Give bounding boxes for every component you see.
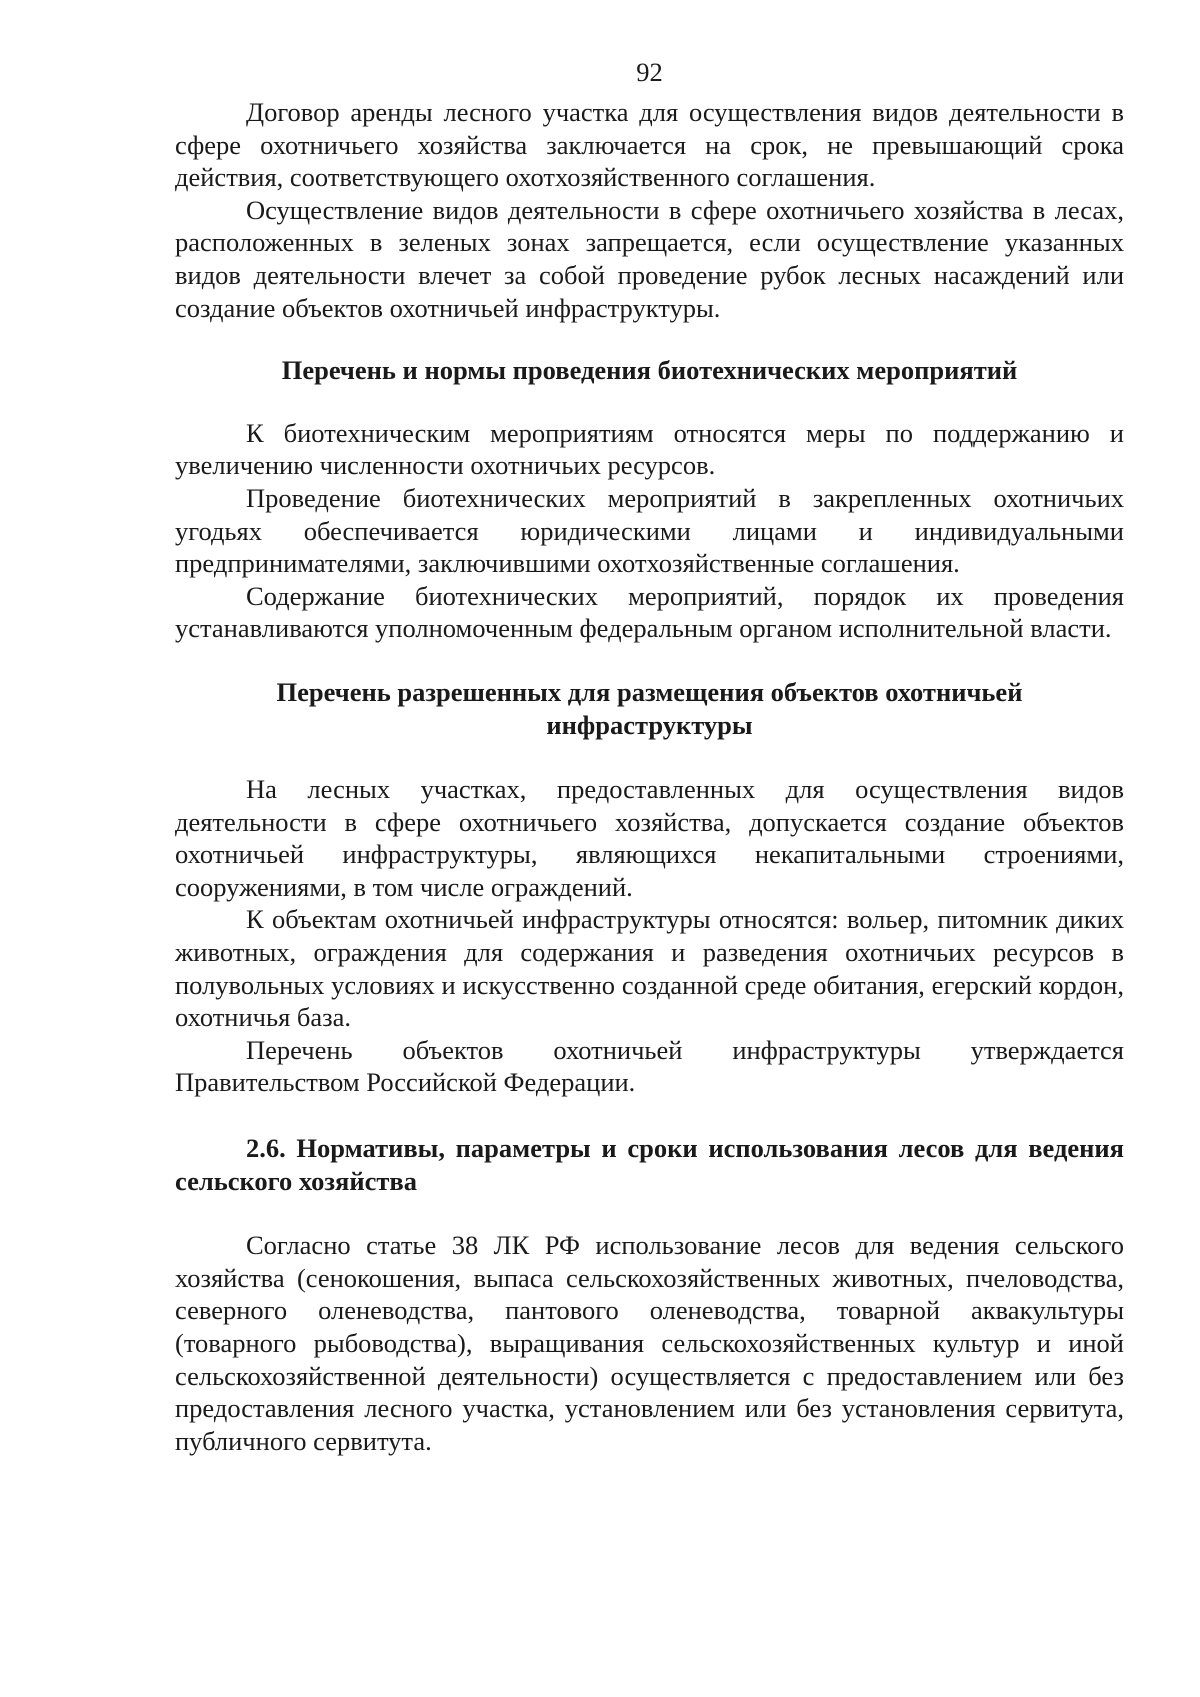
biotech-paragraph-1: К биотехническим мероприятиям относятся меры по поддержанию и увеличению численности охотничьих ресурсов. [175,417,1124,481]
intro-paragraph-1: Договор аренды лесного участка для осуществления видов деятельности в сфере охотничьего хозяйства заключается на срок, не превышающий срока действия, соответствующего охотхозяйственного соглашения. [175,97,1124,193]
section-heading-agriculture: 2.6. Нормативы, параметры и сроки использования лесов для ведения сельского хозяйства [175,1133,1124,1196]
section-heading-biotech: Перечень и нормы проведения биотехнических мероприятий [281,355,1018,386]
infrastructure-paragraph-2: К объектам охотничьей инфраструктуры относятся: вольер, питомник диких животных, ограждения для содержания и разведения охотничьих ресурсов в полувольных условиях и искусственно созданной среде обитания, егерский кордон, охотничья база. [175,904,1124,1033]
biotech-paragraph-2: Проведение биотехнических мероприятий в закрепленных охотничьих угодьях обеспечивается юридическими лицами и индивидуальными предпринимателями, заключившими охотхозяйственные соглашения. [175,482,1124,579]
infrastructure-heading-line-1: Перечень разрешенных для размещения объектов охотничьей [276,676,1023,707]
infrastructure-paragraph-1: На лесных участках, предоставленных для осуществления видов деятельности в сфере охотничьего хозяйства, допускается создание объектов охотничьей инфраструктуры, являющихся некапитальными строениями, сооружениями, в том числе ограждений. [175,774,1124,902]
document-page [175,58,1124,1457]
infrastructure-paragraph-3: Перечень объектов охотничьей инфраструктуры утверждается Правительством Российской Федерации. [175,1034,1124,1098]
intro-paragraph-2: Осуществление видов деятельности в сфере охотничьего хозяйства в лесах, расположенных в зеленых зонах запрещается, если осуществление указанных видов деятельности влечет за собой проведение рубок лесных насаждений или создание объектов охотничьей инфраструктуры. [175,194,1124,323]
infrastructure-heading-line-2: инфраструктуры [546,709,753,740]
biotech-paragraph-3: Содержание биотехнических мероприятий, порядок их проведения устанавливаются уполномоченным федеральным органом исполнительной власти. [175,580,1124,644]
agriculture-paragraph-1: Согласно статье 38 ЛК РФ использование лесов для ведения сельского хозяйства (сенокошения, выпаса сельскохозяйственных животных, пчеловодства, северного оленеводства, пантового оленеводства, товарной аквакультуры (товарного рыбоводства), выращивания сельскохозяйственных культур и иной сельскохозяйственной деятельности) осуществляется с предоставлением или без предоставления лесного участка, установлением или без установления сервитута, публичного сервитута. [175,1230,1124,1456]
page-number: 92 [636,57,663,87]
section-heading-infrastructure [175,676,1124,741]
